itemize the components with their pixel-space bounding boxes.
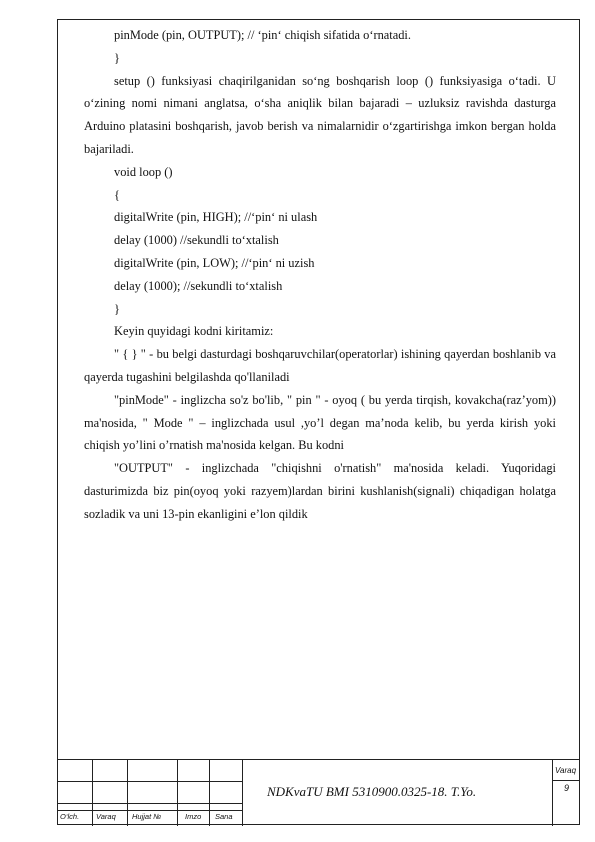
paragraph: "pinMode" - inglizcha so'z bo'lib, " pin " - oyoq ( bu yerda tirqish, kovakcha(raz’yom)) ma'nosida, " Mode " – inglizchada usul ,yo’l degan ma’noda kelib, bu yerda kirish yoki chiqish yo’lini o’rnatish ma'nosida kelgan. Bu kodni — [84, 392, 556, 453]
document-body — [84, 24, 556, 526]
paragraph: setup () funksiyasi chaqirilganidan so‘ng boshqarish loop () funksiyasiga o‘tadi. U o‘zining nomi nimani anglatsa, o‘sha aniqlik bilan bajaradi – uzluksiz ravishda dasturga Arduino platasini boshqarish, javob berish va nimalarnidir o‘zgartirishga imkon bergan holda bajariladi. — [84, 73, 556, 156]
paragraph: "OUTPUT" - inglizchada "chiqishni o'rnatish" ma'nosida keladi. Yuqoridagi dasturimizda biz pin(oyoq yoki razyem)lardan birini kushlanish(signali) chiqadigan holatga sozladik va uni 13-pin ekanligini e’lon qildik — [84, 461, 556, 521]
code-line: digitalWrite (pin, LOW); //‘pin‘ ni uzish — [114, 255, 315, 270]
document-id: NDKvaTU BMI 5310900.0325-18. T.Yo. — [267, 784, 477, 799]
code-line: } — [114, 301, 120, 316]
code-line: pinMode (pin, OUTPUT); // ‘pin‘ chiqish sifatida o‘rnatadi. — [114, 28, 411, 42]
stamp-label-measure: O‘lch. — [60, 812, 80, 821]
stamp-label-date: Sana — [215, 812, 233, 821]
code-line: delay (1000) //sekundli to‘xtalish — [114, 233, 279, 248]
paragraph: Keyin quyidagi kodni kiritamiz: — [114, 324, 274, 339]
code-line: } — [114, 50, 120, 65]
sheet-number: 9 — [564, 783, 570, 793]
stamp-label-signature: Imzo — [185, 812, 202, 821]
sheet-label: Varaq — [555, 766, 577, 775]
code-line: delay (1000); //sekundli to‘xtalish — [114, 278, 283, 293]
code-line: digitalWrite (pin, HIGH); //‘pin‘ ni ulash — [114, 210, 318, 225]
stamp-label-document: Hujjat № — [132, 812, 162, 821]
stamp-label-sheet: Varaq — [96, 812, 116, 821]
paragraph: " { } " - bu belgi dasturdagi boshqaruvchilar(operatorlar) ishining qayerdan boshlanib va qayerda tugashini belgilashda qo'llaniladi — [84, 347, 556, 384]
code-line: void loop () — [114, 164, 173, 179]
title-block — [57, 759, 580, 825]
code-line: { — [114, 187, 120, 202]
